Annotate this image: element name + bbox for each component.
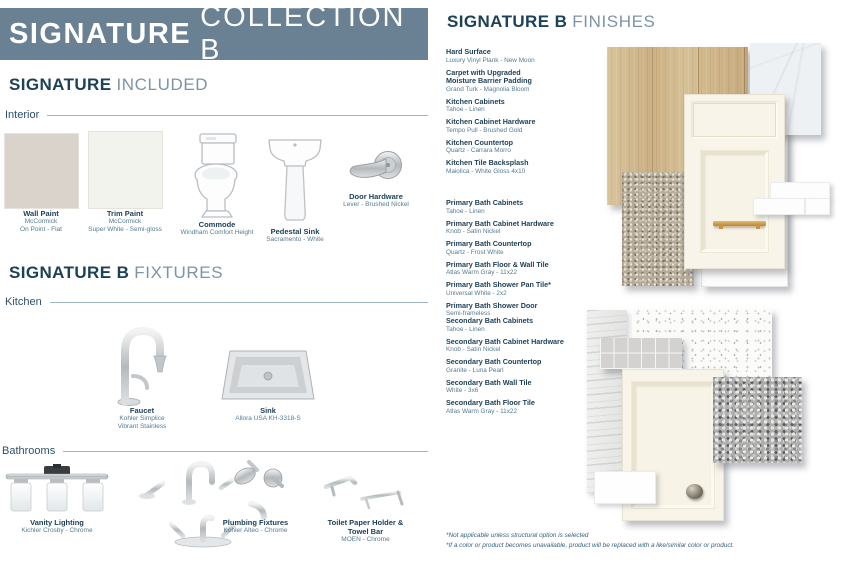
satin-nickel-knob — [686, 484, 703, 499]
finishes-heading — [447, 12, 655, 32]
finish-item-secondary-bath-cabinet-hardware: Secondary Bath Cabinet Hardware Knob - Satin Nickel — [446, 336, 564, 353]
fixtures-heading — [9, 263, 223, 283]
footnote-availability: *If a color or product becomes unavailable, product will be replaced with a like/similar color or product. — [446, 542, 735, 549]
finish-item-secondary-bath-wall-tile: Secondary Bath Wall Tile White - 3x6 — [446, 377, 532, 394]
finish-item-primary-bath-floor-wall-tile: Primary Bath Floor & Wall Tile Atlas Warm Gray - 11x22 — [446, 259, 549, 276]
bathrooms-section-label: Bathrooms — [2, 445, 56, 457]
subway-tile-swatch — [753, 198, 805, 215]
wall-paint-caption: Wall Paint McCormick On Point - Flat — [20, 209, 62, 233]
finishes-heading-bold: SIGNATURE B — [447, 12, 568, 31]
included-heading-light: INCLUDED — [116, 75, 209, 94]
kitchen-faucet-image — [114, 318, 170, 406]
finish-item-secondary-bath-floor-tile: Secondary Bath Floor Tile Atlas Warm Gray - 11x22 — [446, 398, 535, 415]
vanity-lighting-image — [4, 464, 110, 518]
finish-item-primary-bath-shower-pan-tile: Primary Bath Shower Pan Tile* Universal White - 2x2 — [446, 280, 551, 297]
banner-title-bold: SIGNATURE — [9, 17, 192, 50]
kitchen-section-rule — [5, 296, 428, 308]
kitchen-section-label: Kitchen — [5, 296, 42, 308]
footnotes — [446, 531, 836, 551]
gold-pull-handle — [713, 221, 766, 226]
finish-item-kitchen-tile-backsplash: Kitchen Tile Backsplash Maiolica - White Gloss 4x10 — [446, 158, 529, 175]
trim-paint-swatch — [88, 131, 163, 209]
trim-paint-caption: Trim Paint McCormick Super White - Semi-gloss — [88, 209, 162, 233]
included-heading-bold: SIGNATURE — [9, 75, 112, 94]
subway-tile-swatch — [805, 198, 830, 215]
toilet-paper-holder-towel-bar-image — [322, 468, 406, 514]
banner-title-light: COLLECTION B — [200, 1, 406, 66]
finish-item-carpet: Carpet with Upgraded Moisture Barrier Padding Grand Turk - Magnolia Bloom — [446, 67, 532, 93]
banner — [0, 1, 428, 66]
finish-item-secondary-bath-countertop: Secondary Bath Countertop Granite - Luna Pearl — [446, 357, 542, 374]
finish-item-primary-bath-cabinets: Primary Bath Cabinets Tahoe - Linen — [446, 198, 524, 215]
fixtures-heading-bold: SIGNATURE B — [9, 263, 130, 282]
interior-section-label: Interior — [5, 109, 40, 121]
faucet-caption: Faucet Kohler Simplice Vibrant Stainless — [117, 406, 167, 430]
fixtures-heading-light: FIXTURES — [134, 263, 224, 282]
finish-item-primary-bath-shower-door: Primary Bath Shower Door Semi-frameless — [446, 300, 538, 317]
interior-section-rule — [5, 109, 428, 121]
finishes-heading-light: FINISHES — [572, 12, 656, 31]
wall-paint-swatch — [4, 133, 79, 209]
plumbing-fixtures-caption: Plumbing Fixtures Kohler Alteo - Chrome — [222, 518, 289, 534]
pedestal-sink-image — [266, 136, 324, 228]
pedestal-sink-caption: Pedestal Sink Sacramento - White — [266, 227, 324, 243]
door-hardware-image — [344, 146, 408, 194]
finishes-group-kitchen — [446, 48, 596, 180]
granite-countertop-swatch — [713, 377, 802, 463]
mosaic-tile-swatch — [600, 338, 682, 369]
commode-caption: Commode Windham Comfort Height — [180, 220, 254, 236]
subway-tile-swatch — [770, 182, 830, 199]
toilet-paper-holder-caption: Toilet Paper Holder & Towel Bar MOEN - Chrome — [327, 518, 404, 543]
finishes-group-secondary-bath — [446, 317, 596, 420]
door-hardware-caption: Door Hardware Lever - Brushed Nickel — [343, 192, 409, 208]
sink-caption: Sink Allora USA KH-3318-S — [235, 406, 301, 422]
kitchen-sink-image — [221, 348, 315, 404]
included-heading — [9, 75, 208, 95]
cabinet-drawer-front — [691, 101, 778, 139]
finishes-group-primary-bath — [446, 199, 596, 322]
finish-item-secondary-bath-cabinets: Secondary Bath Cabinets Tahoe - Linen — [446, 316, 534, 333]
finish-item-hard-surface: Hard Surface Luxury Vinyl Plank - New Moon — [446, 47, 535, 64]
footnote-structural: *Not applicable unless structural option is selected — [446, 532, 589, 539]
commode-image — [185, 132, 249, 220]
finish-item-kitchen-cabinet-hardware: Kitchen Cabinet Hardware Tempo Pull - Brushed Gold — [446, 117, 536, 134]
finish-item-primary-bath-countertop: Primary Bath Countertop Quartz - Frost White — [446, 239, 532, 256]
white-3x6-tile-swatch — [594, 471, 656, 504]
finish-item-primary-bath-cabinet-hardware: Primary Bath Cabinet Hardware Knob - Satin Nickel — [446, 218, 554, 235]
finish-item-kitchen-cabinets: Kitchen Cabinets Tahoe - Linen — [446, 96, 505, 113]
finish-item-kitchen-countertop: Kitchen Countertop Quartz - Carrara Morro — [446, 137, 514, 154]
vanity-lighting-caption: Vanity Lighting Kichler Crosby - Chrome — [21, 518, 93, 534]
